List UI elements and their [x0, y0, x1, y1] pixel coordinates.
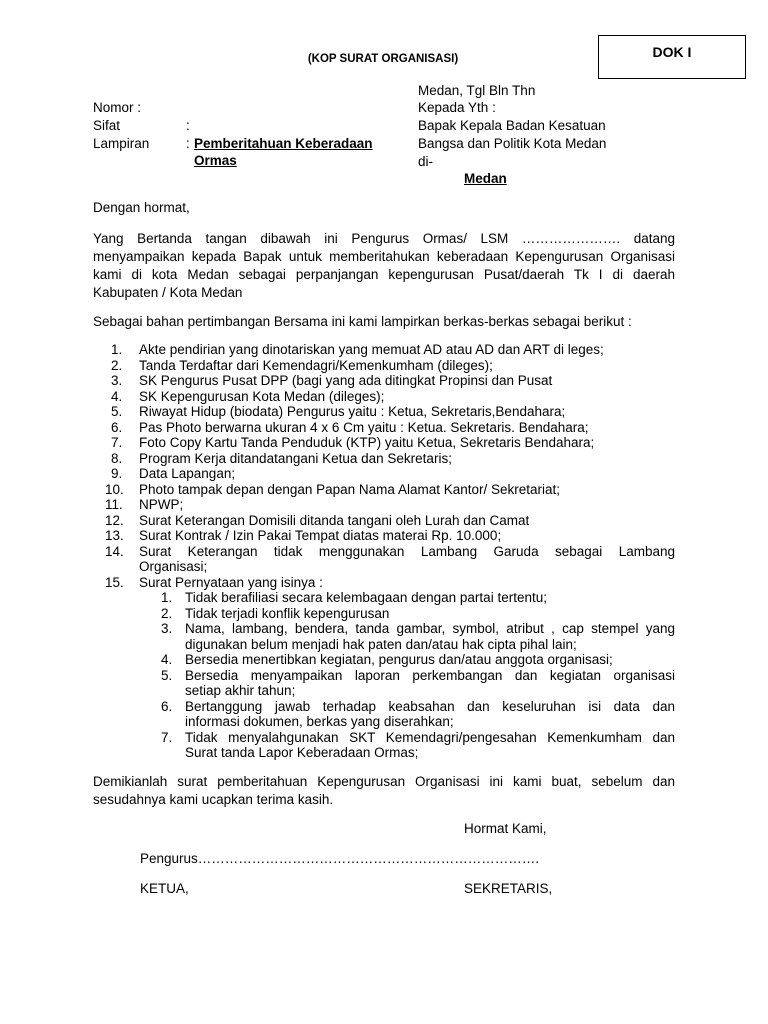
sublist-item: 4. Bersedia menertibkan kegiatan, pengurus dan/atau anggota organisasi;	[161, 652, 613, 667]
letterhead-placeholder: (KOP SURAT ORGANISASI)	[307, 53, 459, 65]
salutation: Dengan hormat,	[93, 200, 190, 215]
perihal-line-1: Pemberitahuan Keberadaan	[194, 136, 373, 151]
lampiran-colon: :	[186, 136, 190, 151]
list-item: 6. Pas Photo berwarna ukuran 4 x 6 Cm yaitu : Ketua. Sekretaris. Bendahara;	[111, 419, 589, 435]
hormat-kami: Hormat Kami,	[464, 821, 547, 836]
pengurus-line: Pengurus………………………………………………………………….	[140, 851, 540, 866]
list-item: 5. Riwayat Hidup (biodata) Pengurus yaitu : Ketua, Sekretaris,Bendahara;	[111, 404, 566, 419]
lampiran-label: Lampiran	[93, 136, 150, 151]
perihal-line-2: Ormas	[194, 153, 237, 168]
list-item: 15. Surat Pernyataan yang isinya : 1. Tidak berafiliasi secara kelembagaan dengan partai tertentu; 2. Tidak terjadi konflik kepengurusan 3. Nama, lambang, bendera, tanda gambar, symbol, atribut , cap stempel yang digunakan belum menjadi hak paten dan/atau hak cipta pihal lain; 4. Bersedia menertibkan kegiatan, pengurus dan/atau anggota organisasi; 5. Bersedia menyampaikan laporan perkembangan dan kegiatan organisasi setiap akhir tahun; 6. Bertanggung jawab terhadap keabsahan dan keseluruhan isi data dan informasi dokumen, berkas yang diserahkan; 7. Tidak menyalahgunakan SKT Kemendagri/pengesahan Kemenkumham dan Surat tanda Lapor Keberadaan Ormas;	[93, 575, 675, 761]
sublist-item: 7. Tidak menyalahgunakan SKT Kemendagri/pengesahan Kemenkumham dan Surat tanda Lapor Keberadaan Ormas;	[161, 729, 675, 760]
nomor-label: Nomor :	[93, 100, 142, 115]
closing-paragraph: Demikianlah surat pemberitahuan Kepengurusan Organisasi ini kami buat, sebelum dan sesudahnya kami ucapkan terima kasih.	[93, 774, 675, 807]
sublist-item: 2. Tidak terjadi konflik kepengurusan	[161, 605, 390, 621]
recipient-line-2: Bangsa dan Politik Kota Medan	[418, 136, 607, 151]
list-item: 2. Tanda Terdaftar dari Kemendagri/Kemenkumham (dileges);	[111, 357, 493, 373]
list-item: 1. Akte pendirian yang dinotariskan yang memuat AD atau AD dan ART di leges;	[111, 342, 604, 357]
list-item: 9. Data Lapangan;	[111, 466, 236, 481]
list-item: 3. SK Pengurus Pusat DPP (bagi yang ada ditingkat Propinsi dan Pusat	[111, 373, 553, 388]
sublist-item: 5. Bersedia menyampaikan laporan perkembangan dan kegiatan organisasi setiap akhir tahun;	[161, 667, 675, 698]
sublist-item: 3. Nama, lambang, bendera, tanda gambar, symbol, atribut , cap stempel yang digunakan belum menjadi hak paten dan/atau hak cipta pihal lain;	[161, 621, 675, 652]
list-item: 14. Surat Keterangan tidak menggunakan Lambang Garuda sebagai Lambang Organisasi;	[105, 543, 675, 574]
list-item: 7. Foto Copy Kartu Tanda Penduduk (KTP) yaitu Ketua, Sekretaris Bendahara;	[111, 435, 595, 450]
kepada-label: Kepada Yth :	[418, 100, 496, 115]
recipient-city: Medan	[464, 171, 507, 186]
sifat-label: Sifat	[93, 118, 121, 133]
attachment-list	[93, 342, 675, 761]
attachment-intro: Sebagai bahan pertimbangan Bersama ini kami lampirkan berkas-berkas sebagai berikut :	[93, 314, 632, 329]
letter-date: Medan, Tgl Bln Thn	[418, 83, 536, 98]
statement-sublist	[93, 590, 675, 761]
opening-paragraph: Yang Bertanda tangan dibawah ini Pengurus Ormas/ LSM …………………. datang menyampaikan kepada Bapak untuk memberitahukan keberadaan Kepengurusan Organisasi kami di kota Medan sebagai perpanjangan kepengurusan Pusat/daerah Tk I di daerah Kabupaten / Kota Medan	[93, 231, 675, 300]
document-label: DOK I	[652, 44, 692, 60]
sublist-item: 6. Bertanggung jawab terhadap keabsahan dan keseluruhan isi data dan informasi dokumen, berkas yang diserahkan;	[161, 698, 675, 729]
sublist-item: 1. Tidak berafiliasi secara kelembagaan dengan partai tertentu;	[161, 590, 547, 605]
list-item: 13. Surat Kontrak / Izin Pakai Tempat diatas materai Rp. 10.000;	[105, 528, 502, 543]
list-item: 12. Surat Keterangan Domisili ditanda tangani oleh Lurah dan Camat	[105, 512, 530, 528]
sekretaris-signature-label: SEKRETARIS,	[464, 881, 553, 896]
list-item: 10. Photo tampak depan dengan Papan Nama Alamat Kantor/ Sekretariat;	[105, 481, 561, 497]
ketua-signature-label: KETUA,	[140, 881, 189, 896]
sifat-colon: :	[186, 118, 190, 133]
list-item: 11. NPWP;	[105, 497, 184, 512]
recipient-line-1: Bapak Kepala Badan Kesatuan	[418, 118, 606, 133]
recipient-di: di-	[418, 154, 434, 169]
list-item: 8. Program Kerja ditandatangani Ketua dan Sekretaris;	[111, 450, 452, 466]
list-item: 4. SK Kepengurusan Kota Medan (dileges);	[111, 388, 385, 404]
